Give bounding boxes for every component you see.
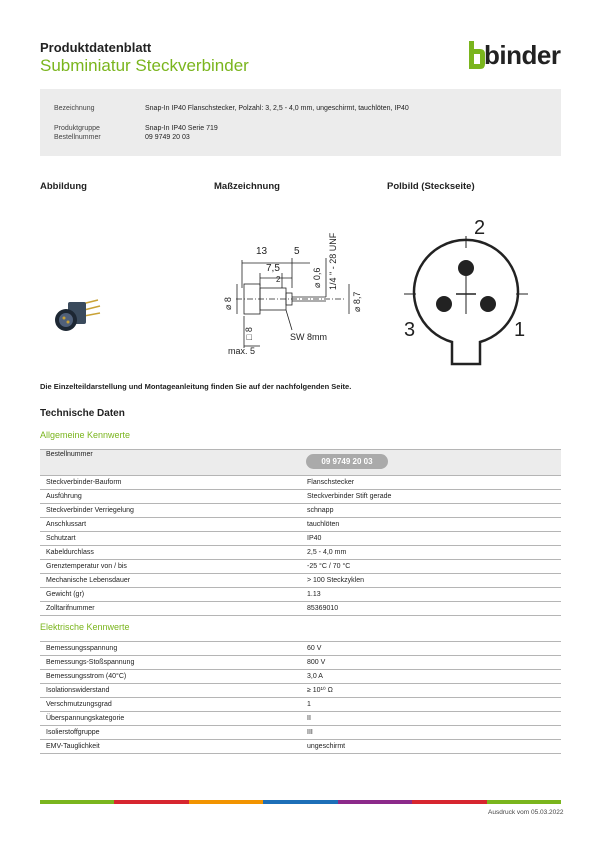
table-row [40, 698, 561, 712]
pin-1-label: 1 [514, 319, 526, 341]
pin-1-icon [480, 296, 496, 312]
doc-type-title: Produktdatenblatt [40, 40, 152, 55]
footer-color-segment [412, 800, 486, 804]
info-box [40, 89, 561, 156]
spec-value: 1 [307, 701, 311, 708]
tech-data-title: Technische Daten [40, 408, 125, 419]
dim-2: 2 [276, 275, 281, 284]
dim-d8: ⌀ 8 [223, 297, 233, 310]
table-row [40, 684, 561, 698]
table-row [40, 476, 561, 490]
spec-value: Flanschstecker [307, 479, 355, 486]
spec-label: Bemessungs-Stoßspannung [46, 659, 135, 666]
product-image [48, 296, 104, 336]
pin-3-icon [436, 296, 452, 312]
spec-label: Isolationswiderstand [46, 687, 110, 694]
table-row [40, 602, 561, 616]
brand-logo-text: binder [484, 40, 561, 70]
spec-label: Steckverbinder-Bauform [46, 479, 122, 486]
pin-layout-diagram [400, 214, 540, 374]
print-date: Ausdruck vom 05.03.2022 [488, 809, 564, 816]
table-row [40, 726, 561, 740]
spec-value: 3,0 A [307, 673, 323, 680]
footer-color-segment [40, 800, 114, 804]
table-row [40, 490, 561, 504]
spec-label: Bemessungsspannung [46, 645, 118, 652]
table-row [40, 574, 561, 588]
table-row [40, 712, 561, 726]
spec-label: Grenztemperatur von / bis [46, 563, 127, 570]
footer-color-segment [114, 800, 188, 804]
table-row [40, 670, 561, 684]
masszeichnung-heading: Maßzeichnung [214, 181, 280, 192]
assembly-note: Die Einzelteildarstellung und Montageanleitung finden Sie auf der nachfolgenden Seite. [40, 382, 352, 391]
table-row [40, 532, 561, 546]
polbild-heading: Polbild (Steckseite) [387, 181, 475, 192]
spec-value: > 100 Steckzyklen [307, 577, 365, 584]
table-row [40, 546, 561, 560]
spec-label: EMV-Tauglichkeit [46, 743, 100, 750]
table-row [40, 740, 561, 754]
table-row [40, 560, 561, 574]
bestellnummer-label: Bestellnummer [54, 134, 101, 141]
bezeichnung-value: Snap-In IP40 Flanschstecker, Polzahl: 3, 2,5 - 4,0 mm, ungeschirmt, tauchlöten, IP40 [145, 105, 409, 112]
spec-value: II [307, 715, 311, 722]
spec-label: Überspannungskategorie [46, 715, 125, 722]
order-number-label: Bestellnummer [46, 451, 93, 458]
dim-sw: SW 8mm [290, 332, 327, 342]
electrical-specs-heading: Elektrische Kennwerte [40, 622, 130, 632]
abbildung-heading: Abbildung [40, 181, 87, 192]
spec-value: 85369010 [307, 605, 339, 612]
dim-thread: 1/4 " - 28 UNF [328, 232, 338, 290]
spec-label: Anschlussart [46, 521, 87, 528]
footer-color-segment [338, 800, 412, 804]
spec-label: Ausführung [46, 493, 82, 500]
table-row [40, 518, 561, 532]
dim-max5: max. 5 [228, 346, 256, 356]
spec-value: 2,5 - 4,0 mm [307, 549, 347, 556]
footer-color-segment [189, 800, 263, 804]
spec-value: -25 °C / 70 °C [307, 563, 351, 570]
table-row [40, 656, 561, 670]
dim-d87: ⌀ 8,7 [352, 291, 362, 312]
spec-label: Zolltarifnummer [46, 605, 95, 612]
produktgruppe-value: Snap-In IP40 Serie 719 [145, 125, 218, 132]
dim-box8: □ 8 [244, 327, 254, 340]
produktgruppe-label: Produktgruppe [54, 125, 100, 132]
spec-value: ungeschirmt [307, 743, 346, 750]
spec-label: Mechanische Lebensdauer [46, 577, 131, 584]
pin-2-label: 2 [474, 217, 486, 239]
spec-value: 1.13 [307, 591, 321, 598]
bestellnummer-value: 09 9749 20 03 [145, 134, 190, 141]
dim-5: 5 [294, 246, 300, 257]
spec-value: ≥ 10¹⁰ Ω [307, 687, 333, 694]
general-specs-heading: Allgemeine Kennwerte [40, 430, 131, 440]
dim-13: 13 [256, 246, 268, 257]
table-row [40, 588, 561, 602]
bezeichnung-label: Bezeichnung [54, 105, 95, 112]
spec-label: Schutzart [46, 535, 76, 542]
footer-color-segment [263, 800, 337, 804]
general-specs-table [40, 449, 561, 616]
spec-value: Steckverbinder Stift gerade [307, 493, 392, 500]
dim-d06: ⌀ 0,6 [312, 267, 322, 288]
pin-3-label: 3 [404, 319, 416, 341]
spec-value: 800 V [307, 659, 326, 666]
spec-value: III [307, 729, 313, 736]
pin-2-icon [458, 260, 474, 276]
dimension-drawing [214, 218, 384, 363]
spec-value: IP40 [307, 535, 322, 542]
spec-label: Verschmutzungsgrad [46, 701, 112, 708]
dim-7-5: 7,5 [266, 263, 280, 274]
table-row [40, 642, 561, 656]
order-number-badge: 09 9749 20 03 [306, 454, 388, 469]
spec-value: schnapp [307, 507, 334, 514]
spec-value: 60 V [307, 645, 322, 652]
spec-label: Kabeldurchlass [46, 549, 94, 556]
product-line-title: Subminiatur Steckverbinder [40, 56, 249, 75]
spec-label: Bemessungsstrom (40°C) [46, 673, 127, 680]
spec-value: tauchlöten [307, 521, 340, 528]
spec-label: Isolierstoffgruppe [46, 729, 100, 736]
electrical-specs-table [40, 641, 561, 754]
spec-label: Gewicht (gr) [46, 591, 85, 598]
footer-color-bar [40, 800, 561, 804]
order-number-row [40, 450, 561, 476]
footer-color-segment [487, 800, 561, 804]
spec-label: Steckverbinder Verriegelung [46, 507, 134, 514]
table-row [40, 504, 561, 518]
